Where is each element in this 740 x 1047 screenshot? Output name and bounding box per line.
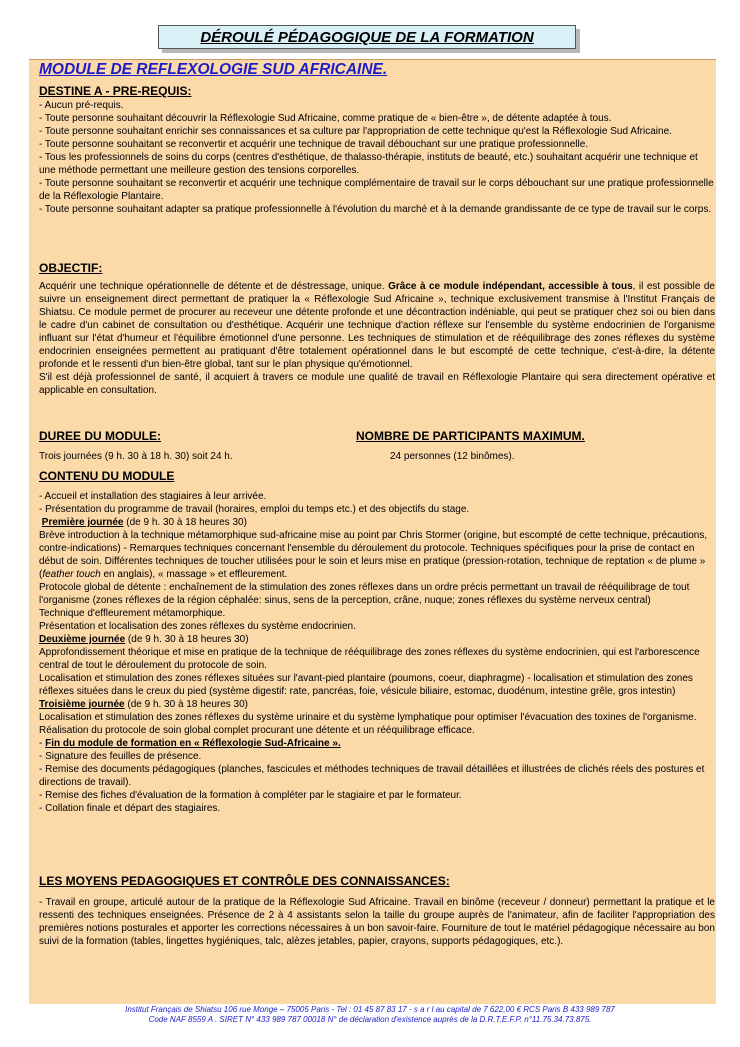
contenu-heading: CONTENU DU MODULE — [39, 469, 175, 483]
objectif-heading: OBJECTIF: — [39, 261, 103, 275]
participants-text: 24 personnes (12 binômes). — [390, 451, 515, 462]
objectif-text — [39, 280, 715, 397]
day2-paragraph-2: Localisation et stimulation des zones réflexes situées sur l'avant-pied plantaire (poumons, coeur, diaphragme) - localisation et stimulation des zones réflexes situées dans le creux du pied (système digestif: rate, pancréas, foie, vésicule biliaire, estomac, duodénum, intestine grêle, gros intestin) — [39, 673, 693, 697]
day1-time: (de 9 h. 30 à 18 heures 30) — [123, 517, 247, 528]
destine-line: - Toute personne souhaitant découvrir la Réflexologie Sud Africaine, comme pratique de « bien-être », de détente adaptée à tous. — [39, 113, 612, 124]
contenu-text — [39, 490, 715, 815]
day3-header — [39, 698, 715, 711]
day1-header — [39, 516, 715, 529]
content-panel — [29, 59, 716, 1004]
objectif-p1-bold: Grâce à ce module indépendant, accessible à tous — [388, 281, 633, 292]
day1-paragraph-4: Présentation et localisation des zones réflexes du système endocrinien. — [39, 621, 356, 632]
footer-line-2: Code NAF 8559 A . SIRET N° 433 989 787 00018 N° de déclaration d'existence auprès de la D.R.T.E.F.P. n°11.75.34.73.875. — [148, 1015, 592, 1024]
destine-list — [39, 99, 715, 216]
destine-line: - Toute personne souhaitant enrichir ses connaissances et sa culture par l'appropriation de cette technique qu'est la Réflexologie Sud Africaine. — [39, 126, 672, 137]
closing-line: - Remise des documents pédagogiques (planches, fascicules et méthodes techniques de travail détaillées et illustrées de clichés réels des postures et directions de travail). — [39, 764, 705, 788]
closing-line: - Collation finale et départ des stagiaires. — [39, 803, 221, 814]
module-title: MODULE DE REFLEXOLOGIE SUD AFRICAINE. — [39, 61, 388, 78]
participants-heading: NOMBRE DE PARTICIPANTS MAXIMUM. — [356, 429, 585, 443]
fin-prefix: - — [39, 738, 46, 749]
day2-header — [39, 633, 715, 646]
closing-line: - Signature des feuilles de présence. — [39, 751, 202, 762]
day1-paragraph — [39, 529, 715, 581]
duree-text: Trois journées (9 h. 30 à 18 h. 30) soit 24 h. — [39, 451, 233, 462]
fin-module-line — [39, 737, 715, 750]
footer — [0, 1005, 740, 1025]
day2-time: (de 9 h. 30 à 18 heures 30) — [125, 634, 249, 645]
day1-label: Première journée — [41, 517, 124, 528]
day3-label: Troisième journée — [39, 699, 125, 710]
objectif-paragraph — [39, 280, 715, 371]
day1-p1-end: en anglais), « massage » et effleurement. — [100, 569, 288, 580]
day1-p1-start: Brève introduction à la technique métamorphique sud-africaine mise au point par Chris Stormer (origine, but escompté de cette technique, précautions, contre-indications) - Remarques techniques concernant l'ensemble du déroulement du protocole. Techniques spécifiques pour la prise de contact en début de soin. Différentes techniques de toucher utilisées pour le soin et leurs mise en pratique (pression-rotation, technique de reptation « de plume » ( — [39, 530, 708, 580]
objectif-paragraph-2: S'il est déjà professionnel de santé, il acquiert à travers ce module une qualité de travail en Réflexologie Plantaire qui sera directement opérative et applicable en consultation. — [39, 372, 715, 396]
destine-line: - Toute personne souhaitant adapter sa pratique professionnelle à l'évolution du marché et à la demande grandissante de ce type de travail sur le corps. — [39, 204, 712, 215]
footer-line-1: Institut Français de Shiatsu 106 rue Monge – 75005 Paris - Tel : 01 45 87 83 17 - s a r l au capital de 7 622,00 € RCS Paris B 433 989 787 — [125, 1005, 615, 1014]
day2-paragraph: Approfondissement théorique et mise en pratique de la technique de rééquilibrage des zones réflexes du système endocrinien, qui est l'arborescence central de tout le déroulement du protocole de soin. — [39, 647, 700, 671]
day1-paragraph-2: Protocole global de détente : enchaînement de la stimulation des zones réflexes dans un ordre précis permettant un travail de rééquilibrage de tout l'organisme (zones réflexes de la région céphalée: sinus, sens de la perception, crâne, nuque; zones réflexes du système nerveux central) — [39, 582, 690, 606]
destine-heading: DESTINE A - PRE-REQUIS: — [39, 84, 192, 98]
day2-label: Deuxième journée — [39, 634, 126, 645]
title-box-wrapper — [158, 25, 576, 49]
day3-time: (de 9 h. 30 à 18 heures 30) — [124, 699, 249, 710]
duree-heading: DUREE DU MODULE: — [39, 429, 161, 443]
destine-line: - Aucun pré-requis. — [39, 100, 124, 111]
contenu-intro-line: - Accueil et installation des stagiaires à leur arrivée. — [39, 491, 267, 502]
day3-paragraph: Localisation et stimulation des zones réflexes du système urinaire et du système lymphatique pour optimiser l'évacuation des toxines de l'organisme. — [39, 712, 697, 723]
day1-p1-italic: feather touch — [42, 569, 101, 580]
day1-paragraph-3: Technique d'effleurement métamorphique. — [39, 608, 226, 619]
destine-line: - Tous les professionnels de soins du corps (centres d'esthétique, de thalasso-thérapie, instituts de beauté, etc.) souhaitant acquérir une technique et une méthode permettant une meilleure gestion des tensions corporelles. — [39, 152, 698, 176]
document-title: DÉROULÉ PÉDAGOGIQUE DE LA FORMATION — [158, 25, 576, 49]
day3-paragraph-2: Réalisation du protocole de soin global complet procurant une détente et un rééquilibrage efficace. — [39, 725, 475, 736]
objectif-p1-start: Acquérir une technique opérationnelle de détente et de déstressage, unique. — [39, 281, 389, 292]
destine-line: - Toute personne souhaitant se reconvertir et acquérir une technique de travail débouchant sur une pratique professionnelle. — [39, 139, 589, 150]
objectif-p1-rest: , il est possible de suivre un enseignement direct permettant de pratiquer la « Réflexologie Sud Africaine », technique exclusivement transmise à l'Institut Français de Shiatsu. Ce module permet de procurer au receveur une détente profonde et une décontraction indéniable, qui peut se pratiquer chez soi ou bien dans le cadre d'un cabinet de consultation ou d'esthétique. Acquérir une technique d'action réflexe sur l'ensemble du système endocrinien de l'organisme influant sur l'état d'humeur et l'équilibre émotionnel d'une personne. Les techniques de stimulation et de rééquilibrage des zones réflexes du système endocrinien enseignées permettent au pratiquant d'être totalement opérationnel dans le but escompté de cette technique, c'est-à-dire, la détente profonde et le ressenti d'un bien-être global, tant sur le plan physique qu'émotionnel. — [39, 281, 715, 370]
moyens-heading: LES MOYENS PEDAGOGIQUES ET CONTRÔLE DES CONNAISSANCES: — [39, 874, 450, 888]
closing-line: - Remise des fiches d'évaluation de la formation à compléter par le stagiaire et par le formateur. — [39, 790, 462, 801]
fin-module-label: Fin du module de formation en « Réflexologie Sud-Africaine ». — [45, 738, 341, 749]
destine-line: - Toute personne souhaitant se reconvertir et acquérir une technique complémentaire de travail sur le corps débouchant sur une pratique professionnelle de la Réflexologie Plantaire. — [39, 178, 714, 202]
moyens-text: - Travail en groupe, articulé autour de la pratique de la Réflexologie Sud Africaine. Travail en binôme (receveur / donneur) permettant la pratique et le ressenti des techniques enseignées. Présence de 2 à 4 assistants selon la taille du groupe auprès de l'animateur, afin de faciliter l'appropriation des premières notions posturales et apporter les corrections nécessaires à un bon savoir-faire. Fourniture de tout le matériel pédagogique nécessaire au bon suivi de la formation (tables, lingettes hygiéniques, talc, alèzes jetables, papier, crayons, supports pédagogiques, etc.). — [39, 897, 715, 947]
contenu-intro-line: - Présentation du programme de travail (horaires, emploi du temps etc.) et des objectifs du stage. — [39, 504, 470, 515]
